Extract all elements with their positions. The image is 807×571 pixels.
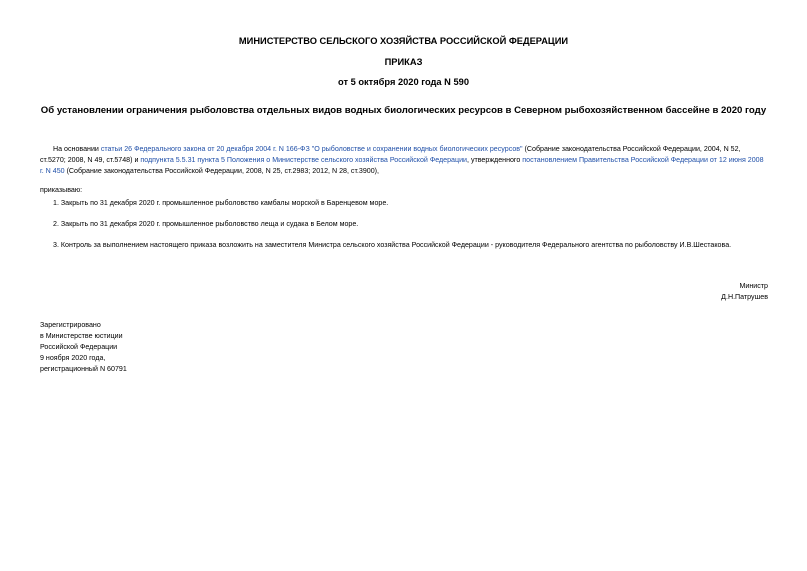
ministry-heading: МИНИСТЕРСТВО СЕЛЬСКОГО ХОЗЯЙСТВА РОССИЙСКОЙ ФЕДЕРАЦИИ (238, 36, 569, 46)
regulation-link[interactable]: подпункта 5.5.31 пункта 5 Положения о Министерстве сельского хозяйства Российской Федерации (140, 156, 467, 164)
signature-name: Д.Н.Патрушев (721, 293, 768, 301)
registration-line-4: 9 ноября 2020 года, (40, 354, 106, 362)
document-title: Об установлении ограничения рыболовства отдельных видов водных биологических ресурсов в Северном рыбохозяйственном бассейне в 2020 году (40, 105, 767, 116)
order-item-2: 2. Закрыть по 31 декабря 2020 г. промышленное рыболовство леща и судака в Белом море. (53, 220, 359, 228)
order-word: приказываю: (40, 186, 83, 194)
basis-text-3: , утвержденного (467, 156, 523, 164)
registration-line-1: Зарегистрировано (40, 321, 101, 329)
government-decree-link[interactable]: постановлением Правительства Российской Федерации от 12 июня 2008 г. N 450 (40, 156, 764, 175)
doc-type-heading: ПРИКАЗ (384, 57, 423, 67)
basis-text-2: (Собрание законодательства Российской Федерации, 2004, N 52, ст.5270; 2008, N 49, ст.5748) и (40, 145, 741, 164)
registration-line-3: Российской Федерации (40, 343, 118, 351)
basis-text-1: На основании (53, 145, 101, 153)
registration-line-2: в Министерстве юстиции (40, 332, 123, 340)
basis-paragraph (40, 144, 768, 177)
basis-text-4: (Собрание законодательства Российской Федерации, 2008, N 25, ст.2983; 2012, N 28, ст.3900), (64, 167, 379, 175)
registration-line-5: регистрационный N 60791 (40, 365, 127, 373)
order-item-1: 1. Закрыть по 31 декабря 2020 г. промышленное рыболовство камбалы морской в Баренцевом море. (53, 199, 389, 207)
law-article-link[interactable]: статьи 26 Федерального закона от 20 декабря 2004 г. N 166-ФЗ "О рыболовстве и сохранении водных биологических ресурсов" (100, 145, 523, 153)
order-item-3: 3. Контроль за выполнением настоящего приказа возложить на заместителя Министра сельского хозяйства Российской Федерации - руководителя Федерального агентства по рыболовству И.В.Шестакова. (53, 241, 732, 249)
date-number-heading: от 5 октября 2020 года N 590 (338, 77, 469, 87)
signature-position: Министр (739, 282, 768, 290)
